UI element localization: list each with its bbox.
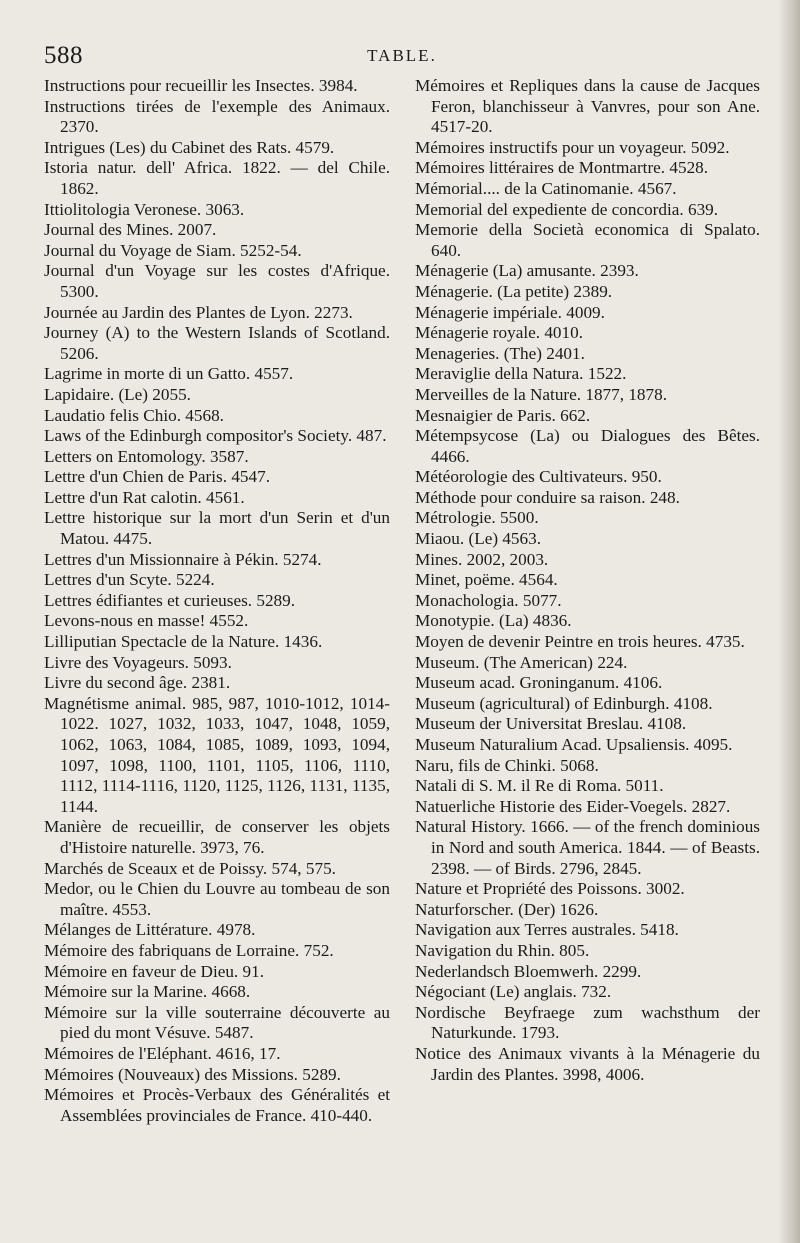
index-entry: Métrologie. 5500. [415, 508, 539, 528]
index-entry: Lettres d'un Missionnaire à Pékin. 5274. [44, 549, 322, 569]
index-entry: Navigation aux Terres australes. 5418. [415, 920, 679, 940]
index-entry: Lapidaire. (Le) 2055. [44, 384, 191, 404]
index-entry: Méthode pour conduire sa raison. 248. [415, 487, 680, 507]
index-entry: Nederlandsch Bloemwerh. 2299. [415, 961, 642, 981]
index-entry: Natuerliche Historie des Eider-Voegels. 2827. [415, 796, 731, 816]
index-entry: Météorologie des Cultivateurs. 950. [415, 467, 662, 487]
index-entry: Lagrime in morte di un Gatto. 4557. [44, 364, 294, 384]
index-entry: Mémoires et Procès-Verbaux des Généralités et Assemblées provinciales de France. 410-440. [44, 1085, 390, 1125]
index-entry: Notice des Animaux vivants à la Ménagerie du Jardin des Plantes. 3998, 4006. [415, 1043, 760, 1084]
index-entry: Mines. 2002, 2003. [415, 549, 549, 569]
index-entry: Journal des Mines. 2007. [44, 220, 217, 240]
index-entry: Manière de recueillir, de conserver les objets d'Histoire naturelle. 3973, 76. [44, 817, 390, 857]
index-entry: Instructions pour recueillir les Insectes. 3984. [44, 76, 358, 95]
index-entry: Museum acad. Groninganum. 4106. [415, 673, 663, 693]
index-entry: Museum Naturalium Acad. Upsaliensis. 4095. [415, 735, 733, 754]
index-entry: Museum. (The American) 224. [415, 652, 628, 672]
page-number: 588 [44, 42, 83, 69]
index-entry: Navigation du Rhin. 805. [415, 940, 590, 960]
index-entry: Naru, fils de Chinki. 5068. [415, 755, 599, 775]
index-entry: Lettre d'un Rat calotin. 4561. [44, 487, 245, 507]
index-entry: Instructions tirées de l'exemple des Animaux. 2370. [44, 96, 390, 137]
index-entry: Journée au Jardin des Plantes de Lyon. 2273. [44, 302, 353, 322]
index-entry: Monachologia. 5077. [415, 590, 562, 610]
index-entry: Mémoire des fabriquans de Lorraine. 752. [44, 940, 334, 960]
index-entry: Memorie della Società economica di Spalato. 640. [415, 220, 760, 260]
index-entry: Medor, ou le Chien du Louvre au tombeau de son maître. 4553. [44, 879, 390, 919]
index-entry: Mémoire en faveur de Dieu. 91. [44, 961, 265, 981]
index-entry: Museum (agricultural) of Edinburgh. 4108. [415, 693, 713, 713]
index-entry: Lettres d'un Scyte. 5224. [44, 570, 215, 590]
index-entry: Meraviglie della Natura. 1522. [415, 364, 627, 384]
running-title: TABLE. [367, 46, 437, 65]
index-entry: Museum der Universitat Breslau. 4108. [415, 714, 687, 734]
index-entry: Lettres édifiantes et curieuses. 5289. [44, 590, 296, 610]
index-entry: Mémoires instructifs pour un voyageur. 5092. [415, 137, 730, 157]
index-entry: Métempsycose (La) ou Dialogues des Bêtes. 4466. [415, 426, 760, 466]
index-entry: Mémorial.... de la Catinomanie. 4567. [415, 178, 677, 198]
index-entry: Ménagerie. (La petite) 2389. [415, 281, 613, 301]
index-entry: Mémoires de l'Eléphant. 4616, 17. [44, 1043, 281, 1063]
index-entry: Natali di S. M. il Re di Roma. 5011. [415, 776, 664, 796]
index-entry: Ménagerie (La) amusante. 2393. [415, 261, 639, 281]
index-entry: Monotypie. (La) 4836. [415, 611, 572, 631]
index-entry: Mémoires et Repliques dans la cause de Jacques Feron, blanchisseur à Vanvres, pour son Ane. 4517-20. [415, 76, 760, 137]
index-entry: Lilliputian Spectacle de la Nature. 1436. [44, 632, 323, 652]
index-entry: Natural History. 1666. — of the french dominious in Nord and south America. 1844. — of Beasts. 2398. — of Birds. 2796, 2845. [415, 817, 760, 878]
index-entry: Naturforscher. (Der) 1626. [415, 899, 599, 919]
index-entry: Mélanges de Littérature. 4978. [44, 920, 256, 940]
index-entry: Nordische Beyfraege zum wachsthum der Naturkunde. 1793. [415, 1002, 760, 1043]
index-entry: Ménagerie impériale. 4009. [415, 302, 605, 322]
index-entry: Memorial del expediente de concordia. 639. [415, 199, 719, 219]
index-entry: Mesnaigier de Paris. 662. [415, 405, 591, 425]
index-entry: Istoria natur. dell' Africa. 1822. — del Chile. 1862. [44, 158, 390, 198]
index-entry: Laws of the Edinburgh compositor's Society. 487. [44, 426, 387, 446]
index-entry: Mémoires (Nouveaux) des Missions. 5289. [44, 1064, 341, 1084]
index-entry: Livre du second âge. 2381. [44, 673, 231, 693]
index-entry: Magnétisme animal. 985, 987, 1010-1012, 1014-1022. 1027, 1032, 1033, 1047, 1048, 1059, 1062, 1063, 1084, 1085, 1089, 1093, 1094, 1097, 1098, 1100, 1101, 1105, 1106, 1110, 1112, 1114-1116, 1120, 1125, 1126, 1131, 1135, 1144. [44, 693, 390, 816]
index-entry: Levons-nous en masse! 4552. [44, 611, 249, 631]
index-entry: Moyen de devenir Peintre en trois heures. 4735. [415, 632, 745, 652]
page-edge-shadow [778, 0, 800, 1243]
index-entry: Mémoire sur la Marine. 4668. [44, 982, 251, 1002]
index-entry: Intrigues (Les) du Cabinet des Rats. 4579. [44, 137, 335, 157]
index-entry: Lettre d'un Chien de Paris. 4547. [44, 467, 271, 487]
index-entry: Mémoire sur la ville souterraine découverte au pied du mont Vésuve. 5487. [44, 1002, 390, 1043]
index-entry: Journal du Voyage de Siam. 5252-54. [44, 240, 302, 260]
page-header [44, 42, 760, 72]
index-entry: Ittiolitologia Veronese. 3063. [44, 199, 245, 219]
index-entry: Laudatio felis Chio. 4568. [44, 405, 224, 425]
index-column-right [415, 76, 760, 1085]
index-entry: Minet, poëme. 4564. [415, 570, 558, 590]
index-entry: Livre des Voyageurs. 5093. [44, 652, 232, 672]
index-entry: Journal d'un Voyage sur les costes d'Afrique. 5300. [44, 261, 390, 301]
index-entry: Mémoires littéraires de Montmartre. 4528. [415, 158, 709, 178]
index-column-left [44, 76, 390, 1126]
index-entry: Nature et Propriété des Poissons. 3002. [415, 879, 685, 899]
index-entry: Miaou. (Le) 4563. [415, 529, 542, 549]
index-entry: Négociant (Le) anglais. 732. [415, 982, 612, 1002]
index-entry: Letters on Entomology. 3587. [44, 446, 249, 466]
index-entry: Journey (A) to the Western Islands of Scotland. 5206. [44, 323, 390, 363]
index-entry: Lettre historique sur la mort d'un Serin et d'un Matou. 4475. [44, 508, 390, 549]
index-entry: Ménagerie royale. 4010. [415, 323, 583, 343]
index-entry: Merveilles de la Nature. 1877, 1878. [415, 384, 668, 404]
index-entry: Marchés de Sceaux et de Poissy. 574, 575. [44, 858, 336, 878]
index-entry: Menageries. (The) 2401. [415, 343, 585, 363]
